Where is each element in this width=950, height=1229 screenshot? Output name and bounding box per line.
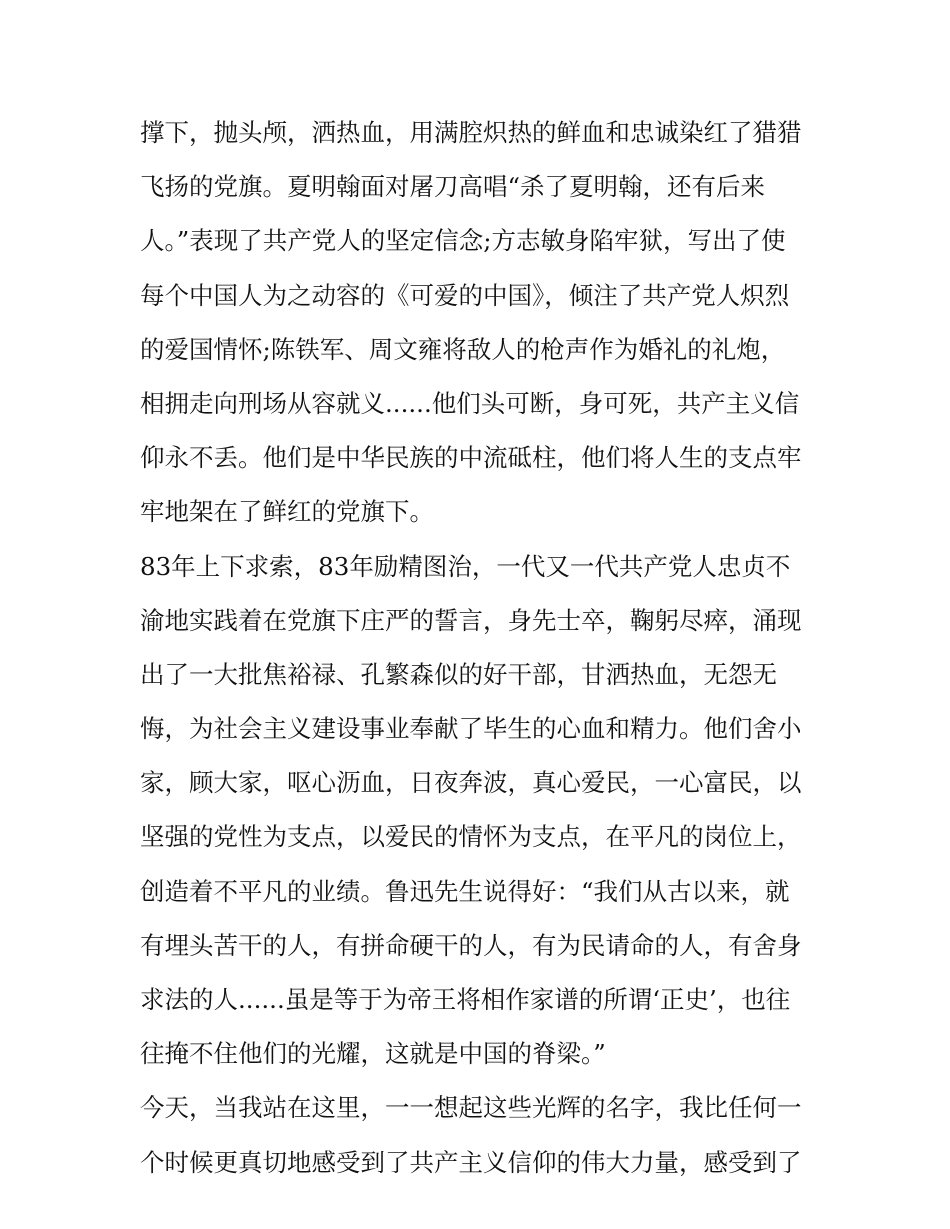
text-line: 坚强的党性为支点，以爱民的情怀为支点，在平凡的岗位上， (140, 822, 802, 852)
text-line: 渝地实践着在党旗下庄严的誓言，身先士卒，鞠躬尽瘁，涌现 (140, 605, 802, 635)
text-line: 仰永不丢。他们是中华民族的中流砥柱，他们将人生的支点牢 (140, 443, 802, 473)
text-line: 出了一大批焦裕禄、孔繁森似的好干部，甘洒热血，无怨无 (140, 659, 777, 689)
text-line: 求法的人......虽是等于为帝王将相作家谱的所谓‘正史’，也往 (140, 985, 791, 1014)
text-line: 人。”表现了共产党人的坚定信念;方志敏身陷牢狱，写出了使 (140, 226, 786, 256)
text-line: 撑下，抛头颅，洒热血，用满腔炽热的鲜血和忠诚染红了猎猎 (140, 118, 802, 147)
text-line: 创造着不平凡的业绩。鲁迅先生说得好：“我们从古以来，就 (140, 876, 790, 906)
text-line: 每个中国人为之动容的《可爱的中国》，倾注了共产党人炽烈 (140, 280, 790, 310)
text-line: 牢地架在了鲜红的党旗下。 (140, 497, 434, 527)
body-text (140, 106, 820, 1190)
text-line: 飞扬的党旗。夏明翰面对屠刀高唱“杀了夏明翰，还有后来 (140, 172, 766, 202)
text-line: 的爱国情怀;陈铁军、周文雍将敌人的枪声作为婚礼的礼炮， (140, 334, 786, 364)
text-line: 家，顾大家，呕心沥血，日夜奔波，真心爱民，一心富民，以 (140, 768, 802, 798)
text-line: 个时候更真切地感受到了共产主义信仰的伟大力量，感受到了 (140, 1147, 802, 1177)
text-line: 今天，当我站在这里，一一想起这些光辉的名字，我比任何一 (140, 1093, 802, 1123)
text-line: 悔，为社会主义建设事业奉献了毕生的心血和精力。他们舍小 (140, 714, 802, 744)
text-line: 有埋头苦干的人，有拼命硬干的人，有为民请命的人，有舍身 (140, 930, 802, 960)
text-line: 83年上下求索，83年励精图治，一代又一代共产党人忠贞不 (140, 551, 791, 581)
text-line: 相拥走向刑场从容就义......他们头可断，身可死，共产主义信 (140, 388, 800, 418)
text-line: 往掩不住他们的光耀，这就是中国的脊梁。” (140, 1039, 606, 1069)
